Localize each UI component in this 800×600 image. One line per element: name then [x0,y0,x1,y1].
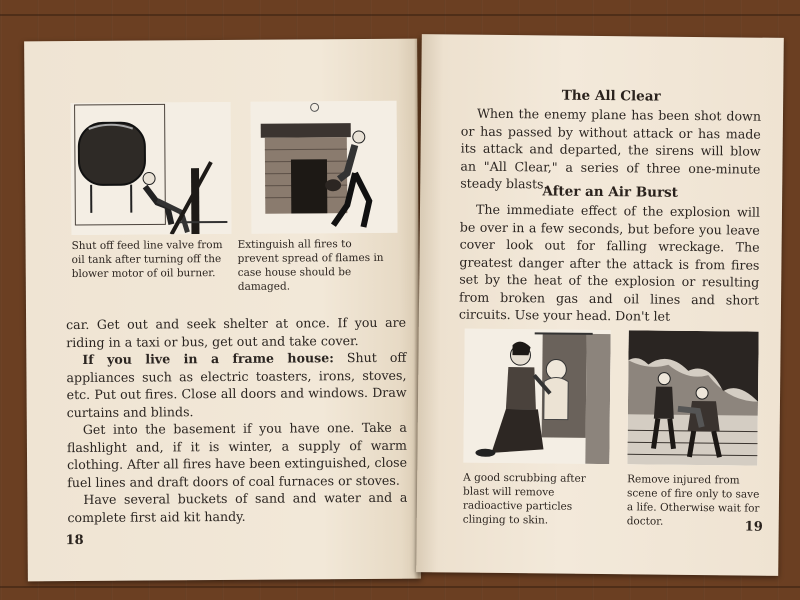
paragraph-all-clear: When the enemy plane has been shot down or has passed by without attack or has made its attack and departed, the sirens will blow an "All Clear," a series of three one-minute steady blasts. [460,105,762,192]
paragraph-air-burst: The immediate effect of the explosion will be over in a few seconds, but before you leave cover look out for falling wreckage. The greatest danger after the attack is from fires set by the heat of the explosion or resulting from broken gas and oil lines and short circuits. Use your head. Don't let [458,201,761,324]
paragraph-basement: Get into the basement if you have one. Take a flashlight and, if it is winter, a supply of warm clothing. After all fires have been extinguished, close fuel lines and draft doors of coal furnaces or stoves. [66,419,408,490]
caption-scrubbing: A good scrubbing after blast will remove radioactive particles clinging to skin. [462,471,586,527]
paragraph-buckets: Have several buckets of sand and water and a complete first aid kit handy. [67,489,408,525]
caption-oil-tank: Shut off feed line valve from oil tank after turning off the blower motor of oil burner. [71,238,223,281]
frame-house-text: Shut off appliances such as electric toasters, irons, stoves, etc. Put out fires. Close all doors and windows. Draw curtains and blinds. [66,349,407,420]
left-page [24,39,421,582]
illustration-scrubbing [463,329,610,465]
caption-fireplace: Extinguish all fires to prevent spread of flames in case house should be damaged. [237,238,384,293]
heading-all-clear: The All Clear [561,87,661,105]
heading-air-burst: After an Air Burst [542,183,679,201]
air-burst-text [459,201,760,327]
illustration-fireplace [251,101,398,234]
page-number-right: 19 [744,519,763,535]
frame-house-label: If you live in a frame house: [82,350,334,367]
right-page [416,34,784,576]
caption-rescue: Remove injured from scene of fire only to save a life. Otherwise wait for doctor. [626,473,760,528]
page-number-left: 18 [65,532,84,549]
left-body-text [66,314,407,526]
illustration-oil-tank [71,102,232,235]
paragraph-car: car. Get out and seek shelter at once. If you are riding in a taxi or bus, get out and take cover. [66,314,407,350]
paragraph-frame-house [66,349,406,421]
illustration-rescue [627,330,758,465]
all-clear-text [460,105,761,196]
